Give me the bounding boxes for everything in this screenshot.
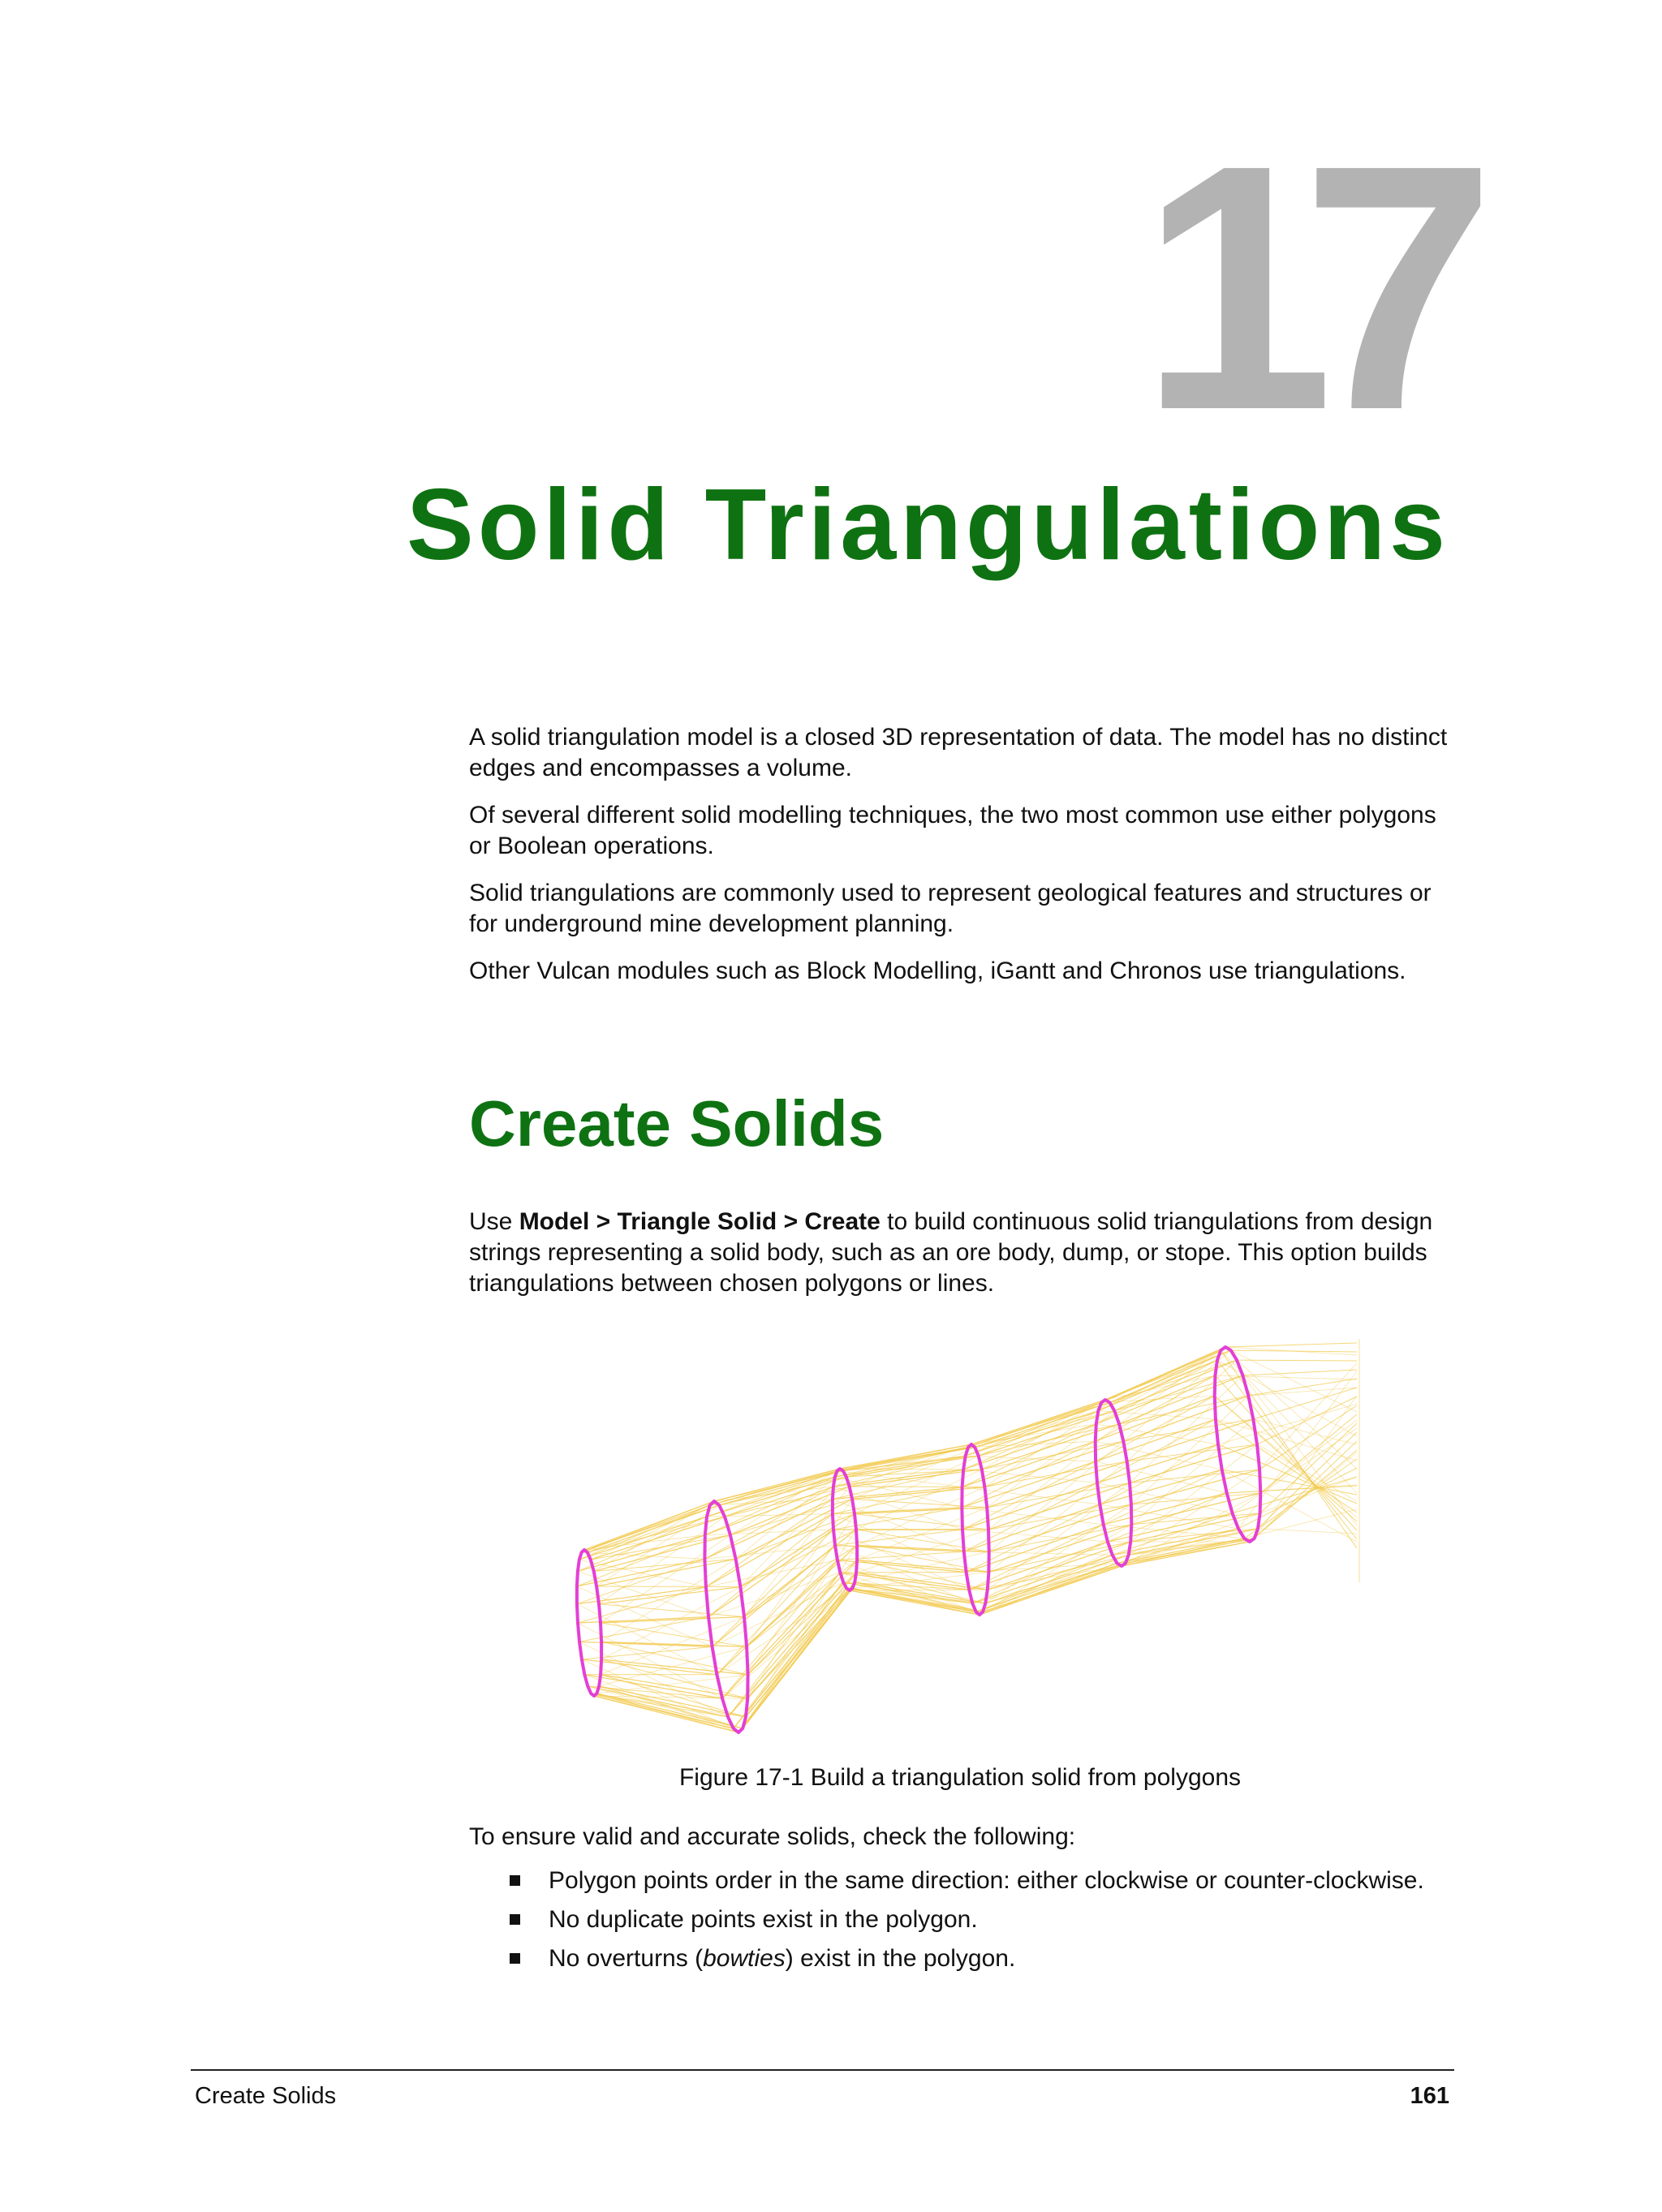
mesh-edge bbox=[984, 1461, 1126, 1487]
mesh-edge bbox=[708, 1530, 833, 1617]
figure-caption: Figure 17-1 Build a triangulation solid from polygons bbox=[678, 1764, 1242, 1791]
mesh-edge bbox=[1123, 1419, 1253, 1441]
mesh-edge bbox=[1259, 1405, 1357, 1470]
mesh-edge bbox=[988, 1555, 1129, 1590]
mesh-edge bbox=[705, 1477, 835, 1535]
section-heading: Create Solids bbox=[469, 1087, 885, 1160]
section-paragraph-prefix: Use bbox=[469, 1208, 519, 1235]
triangulation-figure bbox=[568, 1339, 1363, 1745]
mesh-edge bbox=[1215, 1396, 1357, 1521]
mesh-edge bbox=[962, 1530, 1108, 1542]
mesh-edge bbox=[591, 1505, 710, 1560]
mesh-edge bbox=[1237, 1360, 1357, 1361]
intro-paragraph: A solid triangulation model is a closed 3D representation of data. The model has no distinct edges and encompasses a volume. bbox=[469, 724, 1448, 781]
mesh-edge bbox=[987, 1483, 1130, 1508]
chapter-number: 17 bbox=[1139, 93, 1463, 483]
mesh-edge bbox=[964, 1504, 1100, 1551]
checklist-section bbox=[469, 1822, 1451, 1982]
mesh-edge bbox=[579, 1560, 706, 1587]
mesh-edge bbox=[971, 1424, 1096, 1444]
checklist-item-text: No duplicate points exist in the polygon. bbox=[549, 1906, 978, 1933]
chapter-title: Solid Triangulations bbox=[407, 469, 1449, 581]
mesh-edge bbox=[843, 1456, 966, 1471]
mesh-edge bbox=[579, 1505, 710, 1560]
mesh-edge bbox=[1123, 1396, 1248, 1441]
footer-section-name: Create Solids bbox=[195, 2083, 337, 2109]
mesh-edge bbox=[740, 1530, 856, 1587]
intro-section bbox=[469, 722, 1451, 1003]
intro-paragraph: Of several different solid modelling techniques, the two most common use either polygons or Boolean operations. bbox=[469, 802, 1436, 859]
mesh-edge bbox=[980, 1564, 1117, 1616]
mesh-edge bbox=[835, 1448, 968, 1477]
mesh-edge bbox=[1117, 1529, 1239, 1564]
mesh-edge bbox=[1222, 1470, 1357, 1542]
mesh-edge bbox=[704, 1545, 835, 1559]
footer-divider bbox=[191, 2069, 1454, 2071]
mesh-edge bbox=[601, 1617, 744, 1624]
triangulation-illustration bbox=[568, 1339, 1363, 1745]
checklist-item-suffix: ) exist in the polygon. bbox=[785, 1945, 1016, 1972]
mesh-edge bbox=[1117, 1539, 1245, 1564]
mesh-edge bbox=[596, 1586, 740, 1587]
mesh-edge bbox=[976, 1555, 1129, 1612]
mesh-edge bbox=[1225, 1343, 1357, 1347]
mesh-edge bbox=[591, 1693, 734, 1728]
mesh-edge bbox=[1131, 1513, 1259, 1525]
checklist-item-italic: bowties bbox=[703, 1945, 786, 1972]
checklist-item-text: Polygon points order in the same direction: either clockwise or counter-clockwise. bbox=[549, 1867, 1424, 1894]
mesh-edge bbox=[988, 1504, 1131, 1530]
checklist-item bbox=[469, 1904, 1451, 1935]
mesh-edge bbox=[579, 1642, 713, 1646]
mesh-edge bbox=[1098, 1360, 1217, 1411]
mesh-edge bbox=[582, 1659, 734, 1728]
mesh-edge bbox=[1242, 1370, 1357, 1375]
mesh-edge bbox=[968, 1400, 1105, 1448]
mesh-edge bbox=[734, 1582, 843, 1728]
mesh-edge bbox=[964, 1551, 1113, 1555]
mesh-edge bbox=[579, 1517, 707, 1560]
menu-path: Model > Triangle Solid > Create bbox=[519, 1208, 881, 1235]
checklist-intro: To ensure valid and accurate solids, check the following: bbox=[469, 1823, 1076, 1850]
mesh-edge bbox=[719, 1477, 835, 1505]
mesh-edge bbox=[1130, 1444, 1257, 1483]
checklist-item bbox=[469, 1866, 1451, 1896]
square-bullet-icon bbox=[510, 1953, 520, 1964]
square-bullet-icon bbox=[510, 1914, 520, 1925]
section-paragraph bbox=[469, 1207, 1451, 1299]
mesh-edge bbox=[985, 1555, 1128, 1603]
mesh-edge bbox=[1238, 1468, 1357, 1529]
mesh-edge bbox=[1131, 1493, 1260, 1525]
checklist-item-prefix: No overturns ( bbox=[549, 1945, 704, 1972]
mesh-edge bbox=[1231, 1350, 1357, 1352]
mesh-edge bbox=[601, 1659, 748, 1675]
footer-page-number: 161 bbox=[1410, 2083, 1449, 2109]
section-body bbox=[469, 1207, 1451, 1315]
mesh-edge bbox=[748, 1573, 857, 1675]
mesh-edge bbox=[713, 1582, 844, 1646]
checklist-item bbox=[469, 1943, 1451, 1974]
intro-paragraph: Solid triangulations are commonly used to represent geological features and structures or for underground mine development planning. bbox=[469, 880, 1432, 937]
mesh-edge bbox=[1248, 1388, 1357, 1396]
intro-paragraph: Other Vulcan modules such as Block Modelling, iGantt and Chronos use triangulations. bbox=[469, 958, 1406, 984]
mesh-edge bbox=[1130, 1470, 1259, 1483]
checklist bbox=[469, 1866, 1451, 1974]
mesh-edge bbox=[1255, 1396, 1357, 1539]
section-paragraph-suffix: to build continuous solid triangulations from design strings representing a solid body, such as an ore body, dump, or stope. This option builds triangulations between chosen polygons or lines. bbox=[469, 1208, 1433, 1297]
mesh-edge bbox=[1101, 1347, 1225, 1403]
mesh-edge bbox=[588, 1517, 707, 1552]
mesh-edge bbox=[1096, 1396, 1215, 1441]
mesh-edge bbox=[719, 1477, 846, 1505]
mesh-edge bbox=[835, 1545, 964, 1551]
mesh-edge bbox=[705, 1530, 833, 1535]
mesh-edge bbox=[855, 1551, 989, 1582]
square-bullet-icon bbox=[510, 1875, 520, 1886]
mesh-edge bbox=[601, 1642, 747, 1646]
